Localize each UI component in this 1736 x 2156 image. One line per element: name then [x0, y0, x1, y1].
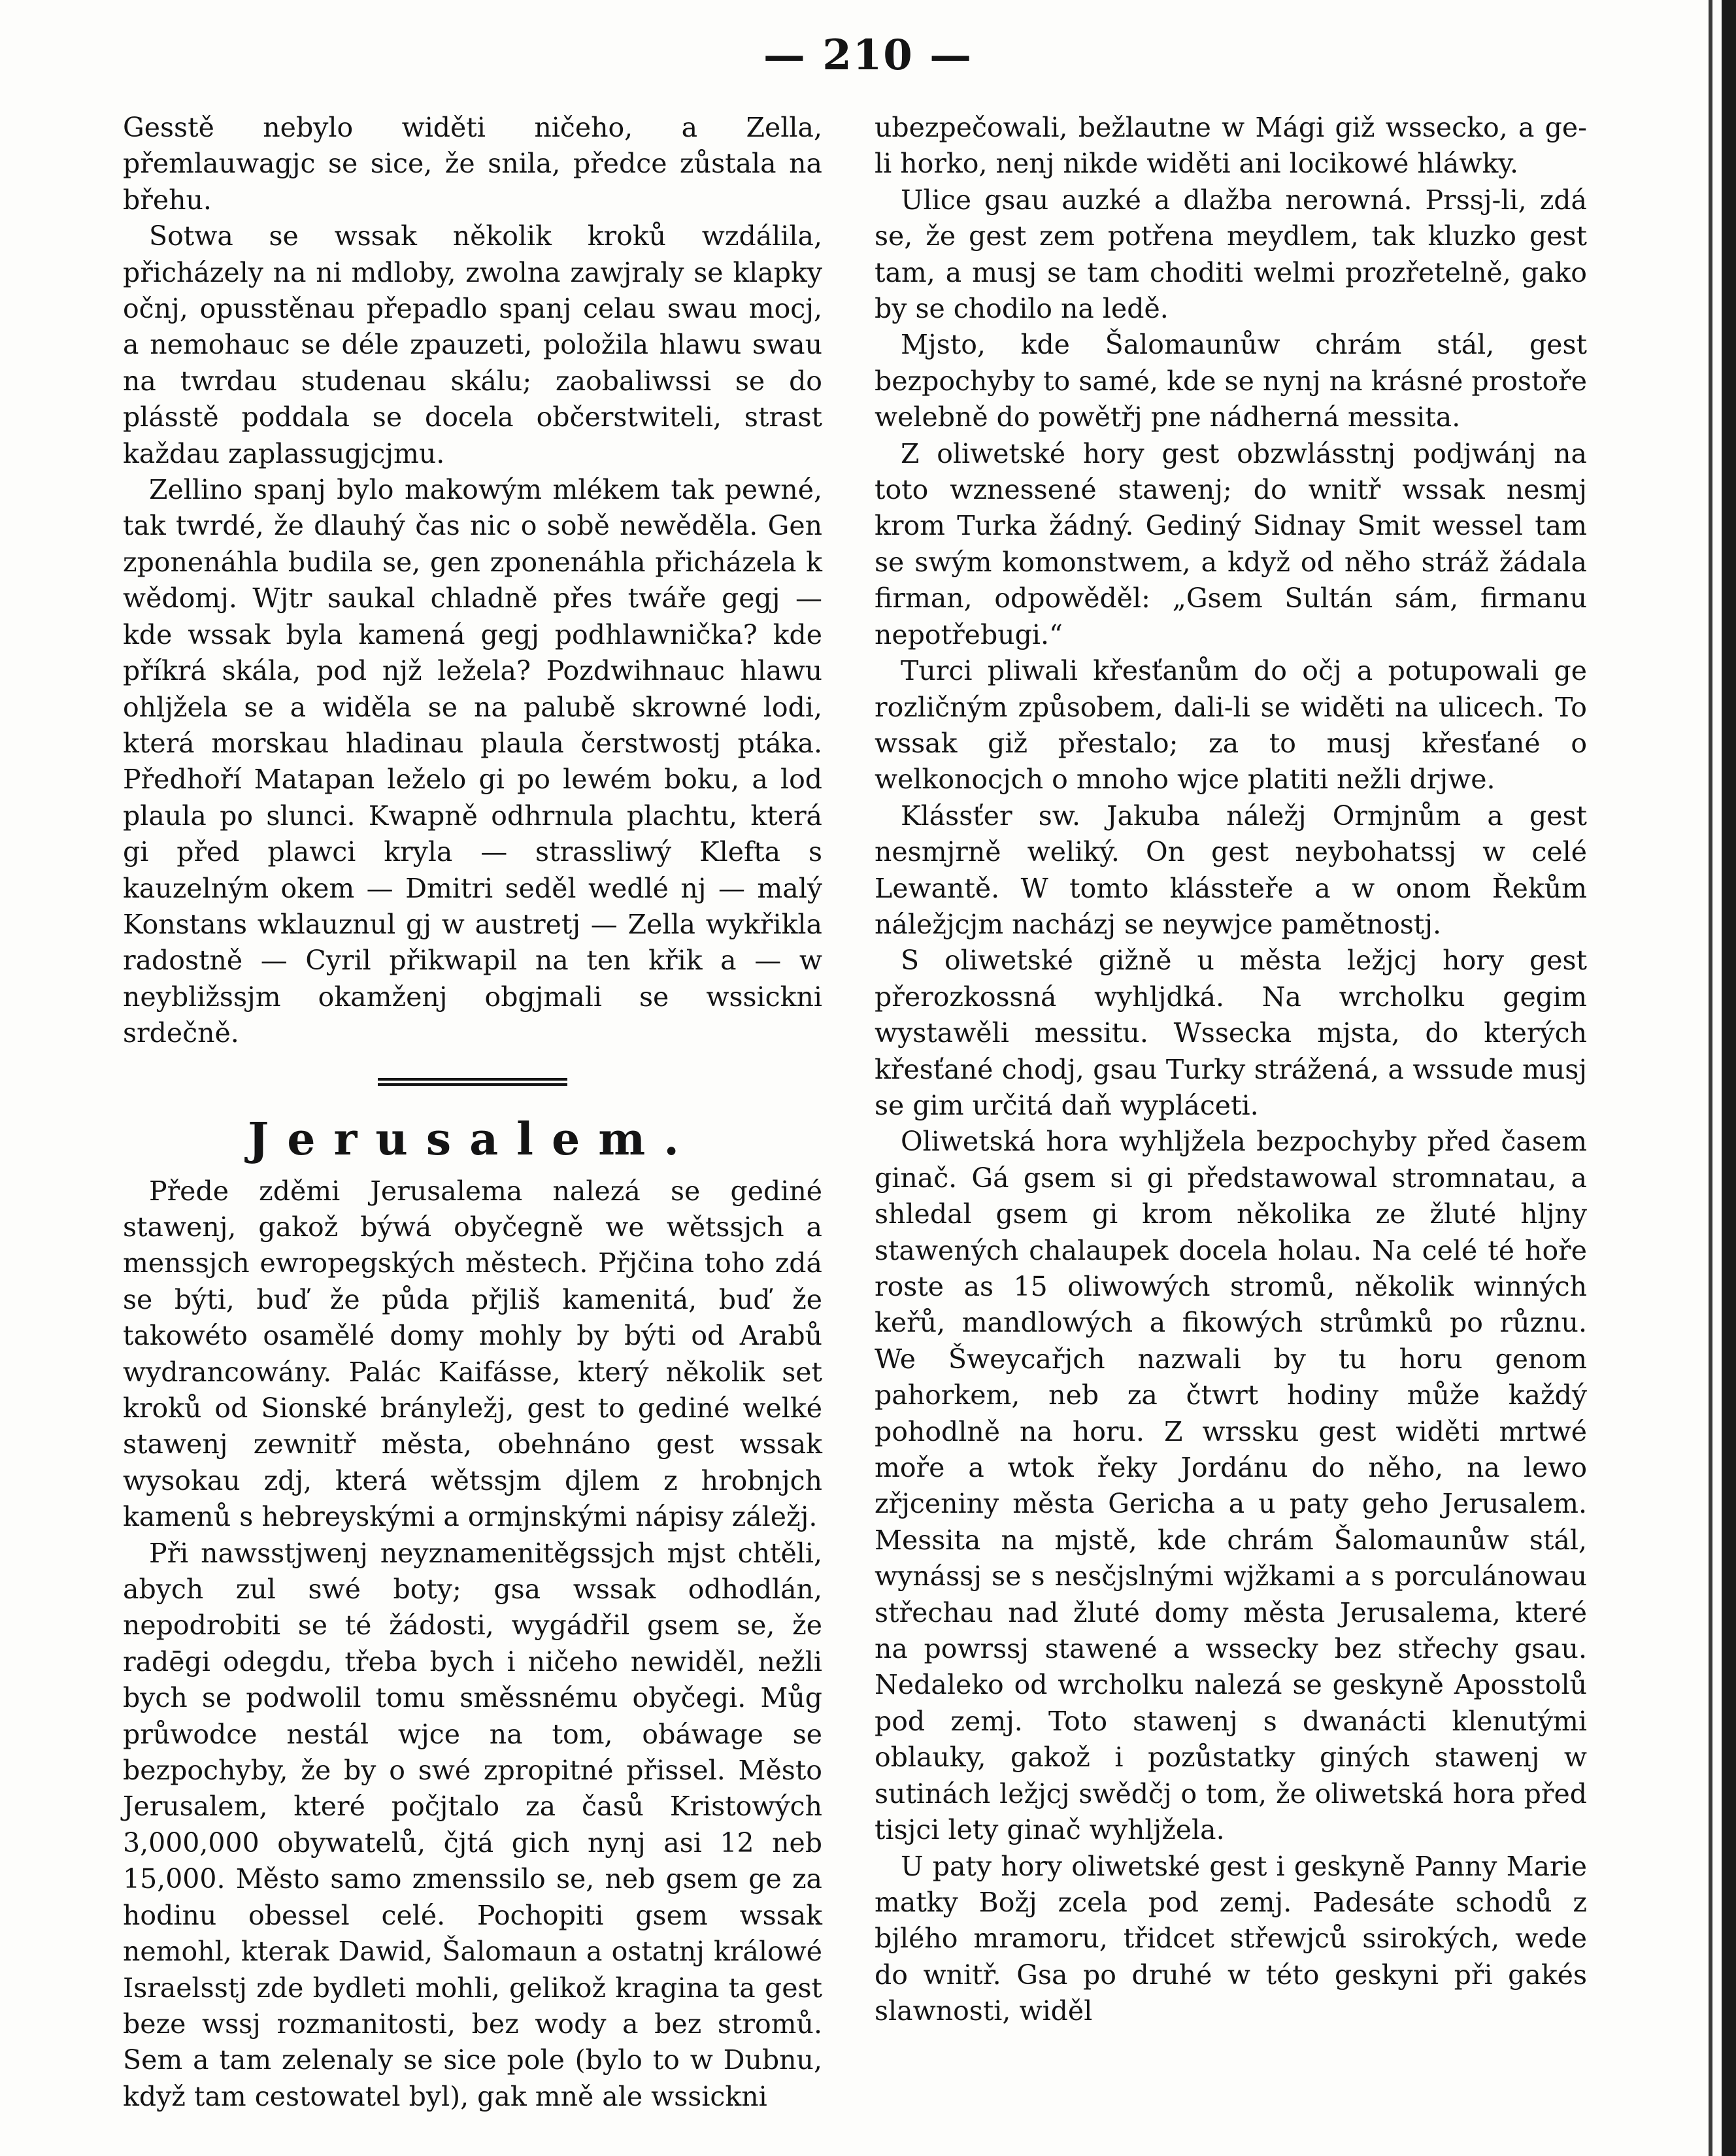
- paragraph: Sotwa se wssak několik kroků wzdálila, přicházely na ni mdloby, zwolna zawjraly se klapky očnj, opusstěnau přepadlo spanj celau swau mocj, a nemohauc se déle zpauzeti, položila hlawu swau na twrdau studenau skálu; zaobaliwssi se do plásstě poddala se docela občerstwiteli, strast každau zaplassugjcjmu.: [123, 220, 822, 469]
- paragraph: Přede zděmi Jerusalema nalezá se gediné stawenj, gakož býwá obyčegně we wětssjch a menssjch ewropegských městech. Přjčina toho zdá se býti, buď že půda přjliš kamenitá, buď že takowéto osamělé domy mohly by býti od Arabů wydrancowány. Palác Kaifásse, který několik set kroků od Sionské brányležj, gest to gediné welké stawenj zewnitř města, obehnáno gest wssak wysokau zdj, která wětssjm djlem z hrobnjch kamenů s hebreyskými a ormjnskými nápisy záležj.: [123, 1175, 822, 1533]
- paragraph: Klássťer sw. Jakuba náležj Ormjnům a gest nesmjrně weliký. On gest neybohatssj w celé Lewantě. W tomto klássteře a w onom Řekům náležjcjm nacházj se neywjce pamětnostj.: [875, 800, 1587, 940]
- paragraph: Ulice gsau auzké a dlažba nerowná. Prssj-li, zdá se, že gest zem potřena meydlem, tak kluzko gest tam, a musj se tam choditi welmi prozřetelně, gako by se chodilo na ledě.: [875, 184, 1587, 325]
- left-column: [123, 110, 822, 2115]
- section-heading: Jerusalem.: [248, 1113, 697, 1166]
- paragraph: Oliwetská hora wyhljžela bezpochyby před časem ginač. Gá gsem si gi předstawowal stromnatau, a shledal gsem gi krom několika ze žluté hljny stawených chalaupek docela holau. Na celé té hoře roste as 15 oliwowých stromů, několik winných keřů, mandlowých a fikowých strůmků po různu. We Šweycařjch nazwali by tu horu genom pahorkem, neb za čtwrt hodiny může každý pohodlně na horu. Z wrssku gest widěti mrtwé moře a wtok řeky Jordánu do něho, na lewo zřjceniny města Gericha a u paty geho Jerusalem. Messita na mjstě, kde chrám Šalomaunůw stál, wynássj se s nesčjslnými wjžkami a s porculánowau střechau nad žluté domy města Jerusalema, které na powrssj stawené a wssecky bez střechy gsau. Nedaleko od wrcholku nalezá se geskyně Aposstolů pod zemj. Toto stawenj s dwanácti klenutými oblauky, gakož i pozůstatky giných stawenj w sutinách ležjcj swědčj o tom, že oliwetská hora před tisjci lety ginač wyhljžela.: [875, 1126, 1587, 1846]
- paragraph: S oliwetské gižně u města ležjcj hory gest přerozkossná wyhljdká. Na wrcholku gegim wystawěli messitu. Wssecka mjsta, do kterých křesťané chodj, gsau Turky strážená, a wssude musj se gim určitá daň wypláceti.: [875, 945, 1587, 1121]
- right-column-article-text: [875, 110, 1587, 2030]
- page-edge-line: [1709, 0, 1712, 2156]
- paragraph: Z oliwetské hory gest obzwlásstnj podjwánj na toto wznessené stawenj; do wnitř wssak nesmj krom Turka žádný. Gediný Sidnay Smit wessel tam se swým komonstwem, a když od něho stráž žádala firman, odpowěděl: „Gsem Sultán sám, firmanu nepotřebugi.“: [875, 437, 1587, 650]
- page-edge-shadow: [1722, 0, 1736, 2156]
- page-number: — 210 —: [763, 31, 973, 80]
- paragraph: Zellino spanj bylo makowým mlékem tak pewné, tak twrdé, že dlauhý čas nic o sobě newěděla. Gen zponenáhla budila se, gen zponenáhla přicházela k wědomj. Wjtr saukal chladně přes twáře gegj — kde wssak byla kamená gegj podhlawnička? kde příkrá skála, pod njž ležela? Pozdwihnauc hlawu ohljžela se a widěla se na palubě skrowné lodi, která morskau hladinau plaula čerstwostj ptáka. Předhoří Matapan leželo gi po lewém boku, a lod plaula po slunci. Kwapně odhrnula plachtu, která gi před plawci kryla — strassliwý Klefta s kauzelným okem — Dmitri seděl wedlé nj — malý Konstans wklauznul gj w austretj — Zella wykřikla radostně — Cyril přikwapil na ten křik a — w neybližssjm okamženj obgjmali se wssickni srdečně.: [123, 474, 822, 1049]
- paragraph: Turci pliwali křesťanům do očj a potupowali ge rozličným způsobem, dali-li se widěti na ulicech. To wssak giž přestalo; za to musj křesťané o welkonocjch o mnoho wjce platiti nežli drjwe.: [875, 655, 1587, 796]
- paragraph: Gesstě nebylo widěti ničeho, a Zella, přemlauwagjc se sice, že snila, předce zůstala na břehu.: [123, 112, 822, 216]
- paragraph: ubezpečowali, bežlautne w Mági giž wssecko, a ge-li horko, nenj nikde widěti ani locikowé hláwky.: [875, 112, 1587, 180]
- paragraph: Mjsto, kde Šalomaunůw chrám stál, gest bezpochyby to samé, kde se nynj na krásné prostoře welebně do powětřj pne nádherná messita.: [875, 329, 1587, 433]
- paragraph: Při nawsstjwenj neyznamenitěgssjch mjst chtěli, abych zul swé boty; gsa wssak odhodlán, nepodrobiti se té žádosti, wygádřil gsem se, že radēgi odegdu, třeba bych i ničeho newiděl, nežli bych se podwolil tomu směssnému obyčegi. Můg průwodce nestál wjce na tom, obáwage se bezpochyby, že by o swé zpropitné přissel. Město Jerusalem, které počjtalo za časů Kristowých 3,000,000 obywatelů, čjtá gich nynj asi 12 neb 15,000. Město samo zmenssilo se, neb gsem ge za hodinu obessel celé. Pochopiti gsem wssak nemohl, kterak Dawid, Šalomaun a ostatnj králowé Israelsstj zde bydleti mohli, gelikož kragina ta gest beze wssj rozmanitosti, bez wody a bez stromů. Sem a tam zelenaly se sice pole (bylo to w Dubnu, když tam cestowatel byl), gak mně ale wssickni: [123, 1537, 822, 2112]
- paragraph: U paty hory oliwetské gest i geskyně Panny Marie matky Božj zcela pod zemj. Padesáte schodů z bjlého mramoru, třidcet střewjců ssirokých, wede do wnitř. Gsa po druhé w této geskyni při gakés slawnosti, widěl: [875, 1850, 1587, 2027]
- section-divider: [378, 1078, 567, 1086]
- left-column-article-text: [123, 1173, 822, 2115]
- left-column-story-text: [123, 110, 822, 1052]
- right-column: [875, 110, 1587, 2030]
